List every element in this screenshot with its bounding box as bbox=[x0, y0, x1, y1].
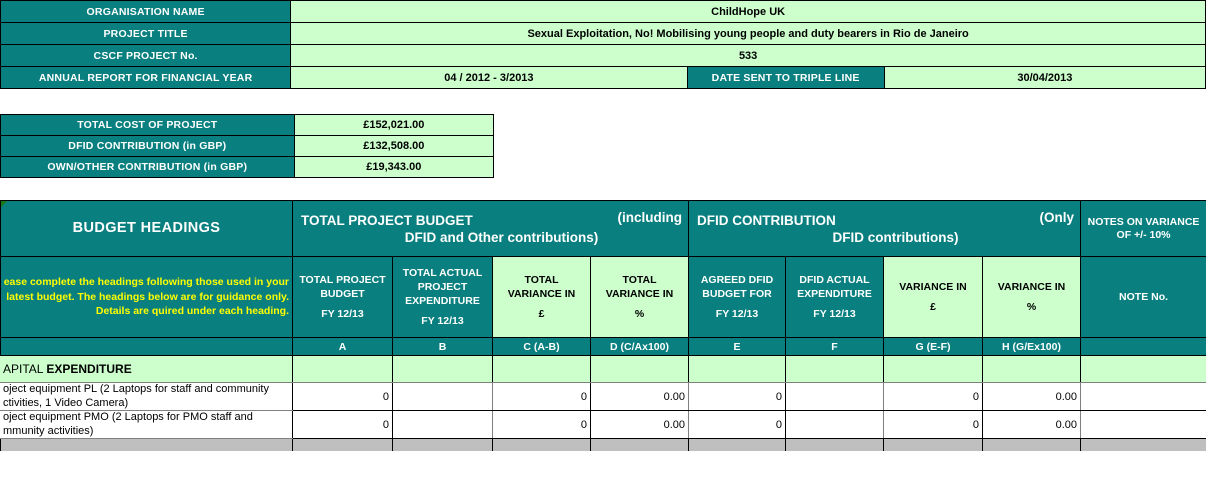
row-label-project-equipment-pmo[interactable]: oject equipment PMO (2 Laptops for PMO staff and mmunity activities) bbox=[1, 411, 293, 439]
cell-h[interactable]: 0.00 bbox=[983, 383, 1081, 411]
total-cost-label: TOTAL COST OF PROJECT bbox=[1, 115, 295, 136]
cell-f[interactable] bbox=[786, 411, 884, 439]
cell-a[interactable]: 0 bbox=[293, 411, 393, 439]
banner-dfid-line2: DFID contributions) bbox=[832, 229, 959, 245]
code-cell-blank bbox=[1, 338, 293, 356]
cell-e[interactable] bbox=[689, 356, 786, 383]
banner-total-project-budget bbox=[293, 201, 689, 257]
column-header-c: TOTAL VARIANCE IN £ bbox=[493, 257, 591, 338]
cell-total-h[interactable] bbox=[983, 439, 1081, 452]
code-cell-notes bbox=[1081, 338, 1206, 356]
date-sent-value[interactable]: 30/04/2013 bbox=[884, 67, 1205, 89]
note-number-header: NOTE No. bbox=[1081, 257, 1206, 338]
notes-on-variance-header: NOTES ON VARIANCE OF +/- 10% bbox=[1081, 201, 1206, 257]
grid-banner-row bbox=[1, 201, 1206, 257]
banner-total-tail: (including bbox=[617, 210, 682, 225]
row-label-project-equipment-pl[interactable]: oject equipment PL (2 Laptops for staff and community ctivities, 1 Video Camera) bbox=[1, 383, 293, 411]
date-sent-label: DATE SENT TO TRIPLE LINE bbox=[687, 67, 884, 89]
cell-total-f[interactable] bbox=[786, 439, 884, 452]
cell-c[interactable] bbox=[493, 356, 591, 383]
banner-dfid-tail: (Only bbox=[1039, 210, 1075, 225]
cell-total-d[interactable] bbox=[591, 439, 689, 452]
cell-f[interactable] bbox=[786, 383, 884, 411]
total-cost-value[interactable]: £152,021.00 bbox=[294, 115, 493, 136]
column-header-d: TOTAL VARIANCE IN % bbox=[591, 257, 689, 338]
code-cell-e: E bbox=[689, 338, 786, 356]
project-identity-table bbox=[0, 0, 1206, 89]
cell-d[interactable] bbox=[591, 356, 689, 383]
column-header-e: AGREED DFID BUDGET FOR FY 12/13 bbox=[689, 257, 786, 338]
cell-total-g[interactable] bbox=[884, 439, 983, 452]
financial-year-value[interactable]: 04 / 2012 - 3/2013 bbox=[291, 67, 687, 89]
banner-total-line1: TOTAL PROJECT BUDGET bbox=[301, 212, 473, 228]
cell-b[interactable] bbox=[393, 411, 493, 439]
own-other-contribution-value[interactable]: £19,343.00 bbox=[294, 157, 493, 178]
column-header-a: TOTAL PROJECT BUDGET FY 12/13 bbox=[293, 257, 393, 338]
table-row bbox=[1, 45, 1206, 67]
cell-a[interactable] bbox=[293, 356, 393, 383]
cell-total-note[interactable] bbox=[1081, 439, 1206, 452]
own-other-contribution-label: OWN/OTHER CONTRIBUTION (in GBP) bbox=[1, 157, 295, 178]
cell-g[interactable] bbox=[884, 356, 983, 383]
cell-total-a[interactable] bbox=[293, 439, 393, 452]
cell-c[interactable]: 0 bbox=[493, 411, 591, 439]
column-header-b: TOTAL ACTUAL PROJECT EXPENDITURE FY 12/13 bbox=[393, 257, 493, 338]
budget-headings-title: BUDGET HEADINGS bbox=[1, 201, 293, 257]
cell-h[interactable]: 0.00 bbox=[983, 411, 1081, 439]
cost-summary-table bbox=[0, 114, 494, 178]
financial-year-label: ANNUAL REPORT FOR FINANCIAL YEAR bbox=[1, 67, 291, 89]
cell-total-label[interactable] bbox=[1, 439, 293, 452]
code-cell-d: D (C/Ax100) bbox=[591, 338, 689, 356]
grid-code-row bbox=[1, 338, 1206, 356]
cell-e[interactable]: 0 bbox=[689, 383, 786, 411]
project-title-label: PROJECT TITLE bbox=[1, 23, 291, 45]
table-row bbox=[1, 383, 1206, 411]
column-header-h: VARIANCE IN % bbox=[983, 257, 1081, 338]
cell-c[interactable]: 0 bbox=[493, 383, 591, 411]
cell-note[interactable] bbox=[1081, 383, 1206, 411]
column-header-g: VARIANCE IN £ bbox=[884, 257, 983, 338]
code-cell-b: B bbox=[393, 338, 493, 356]
table-row bbox=[1, 67, 1206, 89]
dfid-contribution-value[interactable]: £132,508.00 bbox=[294, 136, 493, 157]
table-row bbox=[1, 115, 494, 136]
cell-total-c[interactable] bbox=[493, 439, 591, 452]
code-cell-a: A bbox=[293, 338, 393, 356]
cell-g[interactable]: 0 bbox=[884, 383, 983, 411]
cell-e[interactable]: 0 bbox=[689, 411, 786, 439]
project-title-value[interactable]: Sexual Exploitation, No! Mobilising young people and duty bearers in Rio de Janeiro bbox=[291, 23, 1206, 45]
cell-note[interactable] bbox=[1081, 356, 1206, 383]
grid-subheader-row bbox=[1, 257, 1206, 338]
banner-dfid-contribution bbox=[689, 201, 1081, 257]
budget-headings-instruction: ease complete the headings following those used in your latest budget. The headings below are for guidance only. Details are quired under each heading. bbox=[1, 257, 293, 338]
dfid-contribution-label: DFID CONTRIBUTION (in GBP) bbox=[1, 136, 295, 157]
table-row bbox=[1, 23, 1206, 45]
budget-grid-table bbox=[0, 200, 1206, 451]
cell-a[interactable]: 0 bbox=[293, 383, 393, 411]
cell-note[interactable] bbox=[1081, 411, 1206, 439]
organisation-name-label: ORGANISATION NAME bbox=[1, 1, 291, 23]
banner-dfid-line1: DFID CONTRIBUTION bbox=[697, 212, 836, 228]
column-header-f: DFID ACTUAL EXPENDITURE FY 12/13 bbox=[786, 257, 884, 338]
organisation-name-value[interactable]: ChildHope UK bbox=[291, 1, 1206, 23]
banner-total-line2: DFID and Other contributions) bbox=[404, 229, 599, 245]
cell-h[interactable] bbox=[983, 356, 1081, 383]
table-row-partial-total bbox=[1, 439, 1206, 452]
cell-b[interactable] bbox=[393, 356, 493, 383]
section-label-capital-expenditure[interactable]: APITAL EXPENDITURE bbox=[1, 356, 293, 383]
code-cell-c: C (A-B) bbox=[493, 338, 591, 356]
table-row bbox=[1, 356, 1206, 383]
cscf-project-no-label: CSCF PROJECT No. bbox=[1, 45, 291, 67]
table-row bbox=[1, 411, 1206, 439]
cell-total-b[interactable] bbox=[393, 439, 493, 452]
cell-d[interactable]: 0.00 bbox=[591, 411, 689, 439]
code-cell-f: F bbox=[786, 338, 884, 356]
cell-d[interactable]: 0.00 bbox=[591, 383, 689, 411]
cell-total-e[interactable] bbox=[689, 439, 786, 452]
table-row bbox=[1, 1, 1206, 23]
code-cell-h: H (G/Ex100) bbox=[983, 338, 1081, 356]
cscf-project-no-value[interactable]: 533 bbox=[291, 45, 1206, 67]
table-row bbox=[1, 136, 494, 157]
table-row bbox=[1, 157, 494, 178]
cell-g[interactable]: 0 bbox=[884, 411, 983, 439]
code-cell-g: G (E-F) bbox=[884, 338, 983, 356]
cell-b[interactable] bbox=[393, 383, 493, 411]
cell-f[interactable] bbox=[786, 356, 884, 383]
